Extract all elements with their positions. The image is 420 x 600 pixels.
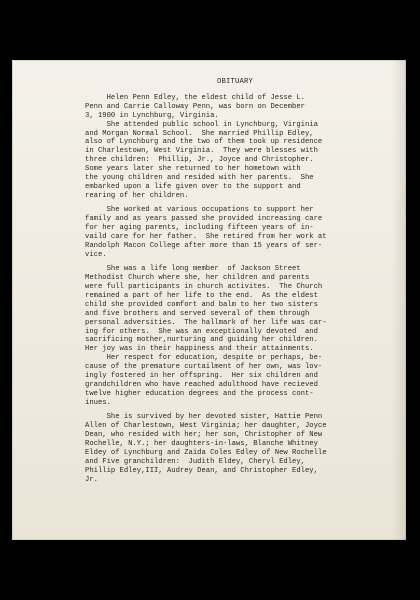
paragraph-career: She worked at various occupations to support her family and as years passed she provided increasing care for her aging parents, including fifteen years of in- vaild care for her father. She retired from her work at Randolph Macon College after more than 15 years of ser- vice. (85, 206, 327, 259)
obituary-text (85, 78, 385, 490)
paragraph-biography: Helen Penn Edley, the eldest child of Jesse L. Penn and Carrie Calloway Penn, was born on December 3, 1900 in Lynchburg, Virginia. She attended public school in Lynchburg, Virginia and Morgan Normal School. She married Phillip Edley, also of Lynchburg and the two of them took up residence in Charlestown, West Virginia. They were blesses with three children: Phillip, Jr., Joyce and Christopher. Some years later she returned to her hometown with the young children and resided with her parents. She embarked upon a life given over to the support and rearing of her children. (85, 93, 323, 200)
obituary-title: OBITUARY (216, 78, 254, 86)
paragraph-church-and-family: She was a life long member of Jackson Street Methodist Church where she, her children and parents were full participants in church activites. The Church remained a part of her life to the end. As the eldest child she provided comfort and balm to her two sisters and five brothers and served several of them through personal adversities. The hallmark of her life was car- ing for others. She was an exceptionally devoted and sacrificing mother,nurturing and guiding her children. Her joy was in their happiness and their attainments. Her respect for education, despite or perhaps, be- cause of the premature curtailment of her own, was lov- ingly fostered in her offspring. Her six children and grandchildren who have reached adulthood have recieved twelve higher education degrees and the process cont- inues. (85, 265, 327, 407)
paragraph-survivors: She is survived by her devoted sister, Hattie Penn Allen of Charlestown, West Virginia; her daughter, Joyce Dean, who resided with her; her son, Christopher of New Rochelle, N.Y.; her daughters-in-laws, Blanche Whitney Eldey of Lynchburg and Zaida Coles Edley of New Rochelle and Five granchildren: Judith Eldey, Cheryl Edley, Phillip Edley,III, Audrey Dean, and Christopher Edley, Jr. (85, 413, 327, 484)
obituary-page (12, 60, 406, 540)
